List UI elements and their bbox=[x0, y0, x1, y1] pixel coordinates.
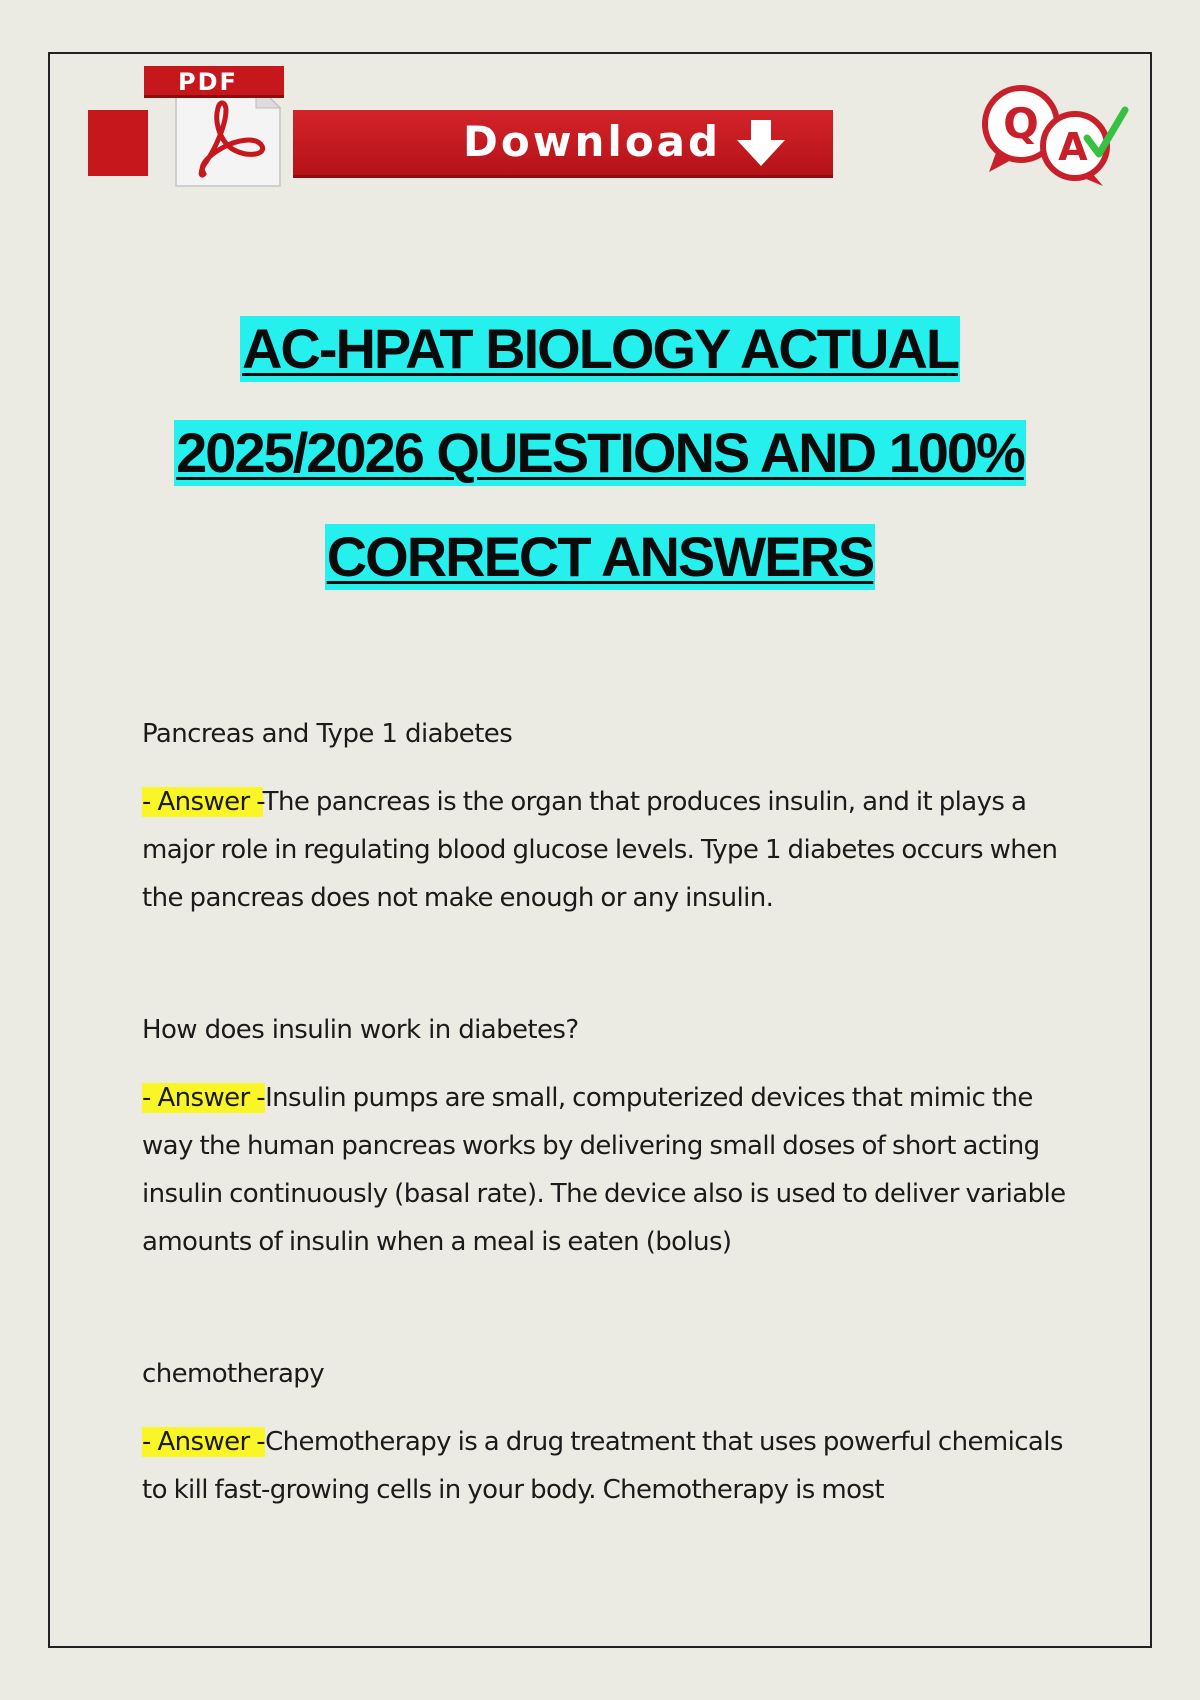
pdf-file-icon bbox=[138, 62, 296, 188]
qa-item bbox=[142, 710, 1082, 922]
qa-item bbox=[142, 1350, 1082, 1514]
answer-label: - Answer - bbox=[142, 787, 263, 817]
download-label: Download bbox=[463, 117, 722, 166]
logo-a-letter: A bbox=[1058, 125, 1088, 169]
pdf-tag-label: PDF bbox=[178, 68, 238, 96]
title-line-3: CORRECT ANSWERS bbox=[326, 525, 874, 588]
answer-text bbox=[142, 1074, 1082, 1266]
answer-text bbox=[142, 778, 1082, 922]
answer-text bbox=[142, 1418, 1082, 1514]
answer-body: The pancreas is the organ that produces insulin, and it plays a major role in regulating blood glucose levels. Type 1 diabetes occurs when the pancreas does not make enough or any insulin. bbox=[142, 787, 1058, 913]
qa-check-logo-icon bbox=[975, 80, 1145, 190]
title-line-1: AC-HPAT BIOLOGY ACTUAL bbox=[241, 317, 959, 380]
answer-body: Insulin pumps are small, computerized devices that mimic the way the human pancreas works by delivering small doses of short acting insulin continuously (basal rate). The device also is used to deliver variable amounts of insulin when a meal is eaten (bolus) bbox=[142, 1083, 1066, 1257]
pdf-download-banner[interactable] bbox=[88, 62, 838, 192]
qa-item bbox=[142, 1006, 1082, 1266]
answer-body: Chemotherapy is a drug treatment that uses powerful chemicals to kill fast-growing cells in your body. Chemotherapy is most bbox=[142, 1427, 1063, 1505]
document-title bbox=[100, 316, 1100, 628]
question-text: Pancreas and Type 1 diabetes bbox=[142, 719, 513, 749]
download-arrow-icon bbox=[733, 118, 789, 170]
question-text: chemotherapy bbox=[142, 1359, 324, 1389]
answer-label: - Answer - bbox=[142, 1083, 266, 1113]
logo-q-letter: Q bbox=[1003, 99, 1039, 148]
qa-list bbox=[142, 710, 1082, 1514]
answer-label: - Answer - bbox=[142, 1427, 266, 1457]
title-line-2: 2025/2026 QUESTIONS AND 100% bbox=[176, 421, 1024, 484]
pdf-tag bbox=[144, 66, 284, 98]
question-text: How does insulin work in diabetes? bbox=[142, 1015, 579, 1045]
download-button[interactable] bbox=[293, 110, 833, 178]
